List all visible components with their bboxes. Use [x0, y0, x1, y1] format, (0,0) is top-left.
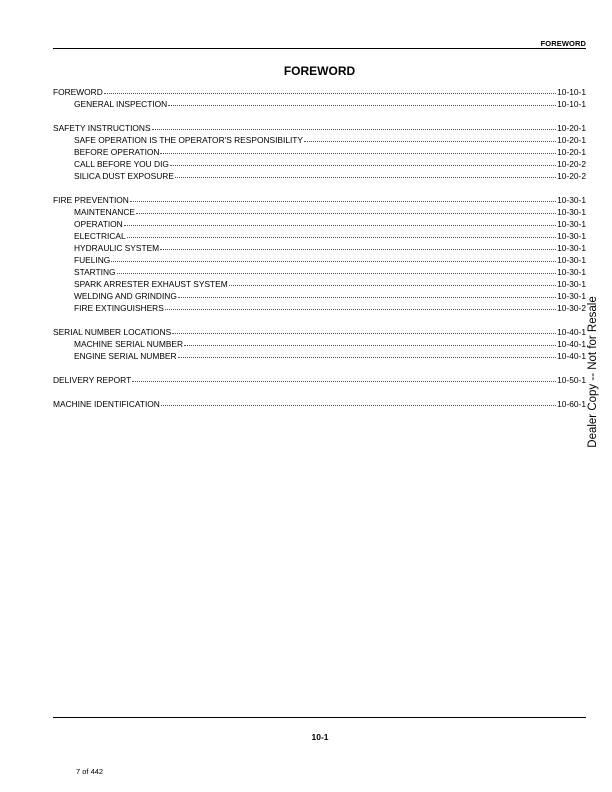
toc-entry-label: DELIVERY REPORT [53, 375, 132, 385]
dot-leader [175, 176, 556, 178]
toc-entry-page: 10-50-1 [557, 375, 586, 385]
dot-leader [136, 212, 556, 214]
toc-entry-page: 10-30-1 [557, 255, 586, 265]
toc-entry-page: 10-30-1 [557, 231, 586, 241]
toc-entry-label: SILICA DUST EXPOSURE [74, 171, 174, 181]
dot-leader [127, 236, 556, 238]
toc-entry[interactable] [53, 194, 586, 206]
table-of-contents [53, 86, 586, 422]
toc-entry-label: OPERATION [74, 219, 123, 229]
toc-entry-page: 10-20-1 [557, 135, 586, 145]
toc-entry[interactable] [53, 374, 586, 386]
toc-entry-label: FIRE EXTINGUISHERS [74, 303, 164, 313]
toc-entry-page: 10-30-1 [557, 195, 586, 205]
dot-leader [178, 356, 557, 358]
dot-leader [132, 380, 556, 382]
toc-entry-page: 10-10-1 [557, 99, 586, 109]
toc-entry-label: MACHINE SERIAL NUMBER [74, 339, 184, 349]
toc-entry-label: ENGINE SERIAL NUMBER [74, 351, 177, 361]
page-title: FOREWORD [283, 64, 356, 78]
dot-leader [178, 296, 556, 298]
toc-entry-label: FUELING [74, 255, 111, 265]
page-count: 7 of 442 [76, 767, 104, 776]
dot-leader [111, 260, 556, 262]
toc-entry-page: 10-20-2 [557, 171, 586, 181]
toc-subentry[interactable] [53, 242, 586, 254]
toc-entry-label: GENERAL INSPECTION [74, 99, 168, 109]
dot-leader [161, 404, 556, 406]
toc-entry-page: 10-30-1 [557, 243, 586, 253]
toc-entry-label: WELDING AND GRINDING [74, 291, 177, 301]
toc-entry-page: 10-20-2 [557, 159, 586, 169]
header-section-label: FOREWORD [540, 39, 586, 48]
dot-leader [168, 104, 556, 106]
dot-leader [229, 284, 556, 286]
toc-entry-label: STARTING [74, 267, 116, 277]
dot-leader [152, 128, 557, 130]
dot-leader [304, 140, 556, 142]
dot-leader [170, 164, 556, 166]
toc-subentry[interactable] [53, 98, 586, 110]
toc-entry-page: 10-30-2 [557, 303, 586, 313]
toc-subentry[interactable] [53, 254, 586, 266]
toc-entry-page: 10-30-1 [557, 291, 586, 301]
toc-subentry[interactable] [53, 338, 586, 350]
toc-entry-label: CALL BEFORE YOU DIG [74, 159, 169, 169]
toc-subentry[interactable] [53, 134, 586, 146]
toc-subentry[interactable] [53, 290, 586, 302]
toc-entry-page: 10-40-1 [557, 339, 586, 349]
toc-entry-label: HYDRAULIC SYSTEM [74, 243, 160, 253]
toc-entry-page: 10-30-1 [557, 219, 586, 229]
toc-entry-page: 10-30-1 [557, 279, 586, 289]
toc-entry-page: 10-20-1 [557, 123, 586, 133]
dot-leader [160, 152, 556, 154]
toc-entry-page: 10-40-1 [557, 351, 586, 361]
toc-group [53, 122, 586, 182]
toc-entry-page: 10-10-1 [557, 87, 586, 97]
toc-entry-label: SPARK ARRESTER EXHAUST SYSTEM [74, 279, 228, 289]
dot-leader [160, 248, 556, 250]
toc-entry-page: 10-60-1 [557, 399, 586, 409]
toc-entry-label: SAFETY INSTRUCTIONS [53, 123, 151, 133]
dot-leader [172, 332, 556, 334]
toc-subentry[interactable] [53, 278, 586, 290]
toc-group [53, 194, 586, 314]
toc-entry-label: MACHINE IDENTIFICATION [53, 399, 160, 409]
toc-subentry[interactable] [53, 302, 586, 314]
toc-entry-label: SERIAL NUMBER LOCATIONS [53, 327, 172, 337]
toc-subentry[interactable] [53, 266, 586, 278]
toc-entry-label: FOREWORD [53, 87, 103, 97]
toc-subentry[interactable] [53, 218, 586, 230]
watermark-text: Dealer Copy -- Not for Resale [587, 296, 599, 448]
dot-leader [165, 308, 556, 310]
toc-entry-page: 10-30-1 [557, 207, 586, 217]
page-number: 10-1 [311, 732, 329, 742]
toc-subentry[interactable] [53, 158, 586, 170]
dot-leader [184, 344, 556, 346]
toc-group [53, 326, 586, 362]
toc-entry-page: 10-40-1 [557, 327, 586, 337]
toc-entry[interactable] [53, 122, 586, 134]
toc-entry[interactable] [53, 326, 586, 338]
toc-entry-label: ELECTRICAL [74, 231, 126, 241]
footer-rule [53, 717, 586, 718]
toc-subentry[interactable] [53, 170, 586, 182]
toc-group [53, 86, 586, 110]
toc-subentry[interactable] [53, 146, 586, 158]
toc-group [53, 398, 586, 410]
toc-subentry[interactable] [53, 350, 586, 362]
toc-entry-label: SAFE OPERATION IS THE OPERATOR'S RESPONSIBILITY [74, 135, 304, 145]
toc-group [53, 374, 586, 386]
toc-entry-label: MAINTENANCE [74, 207, 135, 217]
toc-entry-page: 10-20-1 [557, 147, 586, 157]
dot-leader [117, 272, 557, 274]
toc-entry-page: 10-30-1 [557, 267, 586, 277]
toc-entry-label: BEFORE OPERATION [74, 147, 160, 157]
dot-leader [124, 224, 556, 226]
toc-entry[interactable] [53, 398, 586, 410]
toc-entry[interactable] [53, 86, 586, 98]
dot-leader [130, 200, 556, 202]
toc-subentry[interactable] [53, 230, 586, 242]
dot-leader [104, 92, 556, 94]
header-rule [53, 48, 586, 49]
toc-entry-label: FIRE PREVENTION [53, 195, 129, 205]
toc-subentry[interactable] [53, 206, 586, 218]
